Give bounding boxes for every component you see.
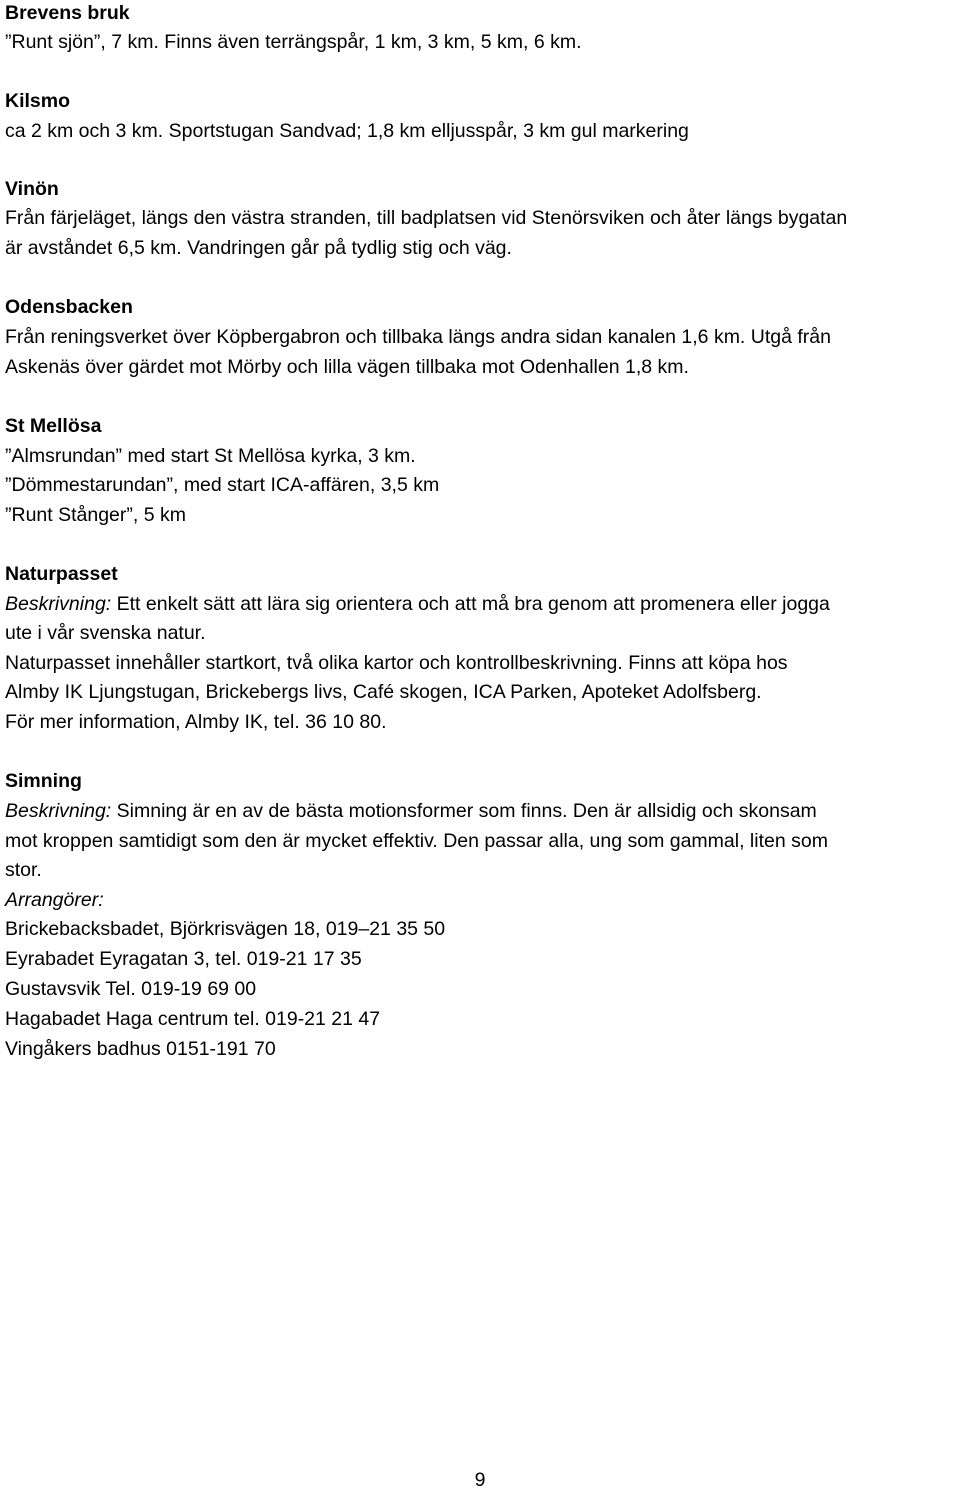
label-arrangorer: Arrangörer: <box>5 889 104 911</box>
paragraph-naturpasset-line-1 <box>5 589 830 619</box>
paragraph-brevens-bruk: ”Runt sjön”, 7 km. Finns även terrängspår, 1 km, 3 km, 5 km, 6 km. <box>5 31 582 53</box>
paragraph-naturpasset-line-4: Almby IK Ljungstugan, Brickebergs livs, Café skogen, ICA Parken, Apoteket Adolfsberg. <box>5 681 762 703</box>
paragraph-simning-line-3: stor. <box>5 859 42 881</box>
venue-item: Vingåkers badhus 0151-191 70 <box>5 1038 276 1060</box>
label-beskrivning: Beskrivning: <box>5 593 112 615</box>
heading-st-mellosa: St Mellösa <box>5 415 102 437</box>
paragraph-kilsmo: ca 2 km och 3 km. Sportstugan Sandvad; 1,8 km elljusspår, 3 km gul markering <box>5 120 689 142</box>
label-beskrivning: Beskrivning: <box>5 800 112 822</box>
heading-naturpasset: Naturpasset <box>5 563 118 585</box>
paragraph-vinon-line-2: är avståndet 6,5 km. Vandringen går på tydlig stig och väg. <box>5 237 512 259</box>
heading-odensbacken: Odensbacken <box>5 296 133 318</box>
paragraph-simning-line-1 <box>5 796 817 826</box>
page-number: 9 <box>474 1469 486 1491</box>
paragraph-st-mellosa-line-2: ”Dömmestarundan”, med start ICA-affären, 3,5 km <box>5 474 440 496</box>
paragraph-naturpasset-line-3: Naturpasset innehåller startkort, två olika kartor och kontrollbeskrivning. Finns att köpa hos <box>5 652 788 674</box>
paragraph-odensbacken-line-1: Från reningsverket över Köpbergabron och tillbaka längs andra sidan kanalen 1,6 km. Utgå från <box>5 326 831 348</box>
simning-description: Simning är en av de bästa motionsformer som finns. Den är allsidig och skonsam <box>111 800 817 822</box>
paragraph-naturpasset-line-2: ute i vår svenska natur. <box>5 622 206 644</box>
naturpasset-description: Ett enkelt sätt att lära sig orientera och att må bra genom att promenera eller jogga <box>111 593 830 615</box>
paragraph-naturpasset-line-5: För mer information, Almby IK, tel. 36 10 80. <box>5 711 387 733</box>
venue-item: Hagabadet Haga centrum tel. 019-21 21 47 <box>5 1008 381 1030</box>
paragraph-simning-line-2: mot kroppen samtidigt som den är mycket effektiv. Den passar alla, ung som gammal, liten som <box>5 830 828 852</box>
venue-item: Gustavsvik Tel. 019-19 69 00 <box>5 978 257 1000</box>
paragraph-vinon-line-1: Från färjeläget, längs den västra stranden, till badplatsen vid Stenörsviken och åter längs bygatan <box>5 207 848 229</box>
paragraph-st-mellosa-line-1: ”Almsrundan” med start St Mellösa kyrka, 3 km. <box>5 445 416 467</box>
paragraph-odensbacken-line-2: Askenäs över gärdet mot Mörby och lilla vägen tillbaka mot Odenhallen 1,8 km. <box>5 356 689 378</box>
venue-item: Eyrabadet Eyragatan 3, tel. 019-21 17 35 <box>5 948 362 970</box>
heading-kilsmo: Kilsmo <box>5 90 71 112</box>
heading-brevens-bruk: Brevens bruk <box>5 2 130 24</box>
venue-item: Brickebacksbadet, Björkrisvägen 18, 019–21 35 50 <box>5 918 446 940</box>
heading-vinon: Vinön <box>5 178 59 200</box>
paragraph-st-mellosa-line-3: ”Runt Stånger”, 5 km <box>5 504 186 526</box>
heading-simning: Simning <box>5 770 82 792</box>
